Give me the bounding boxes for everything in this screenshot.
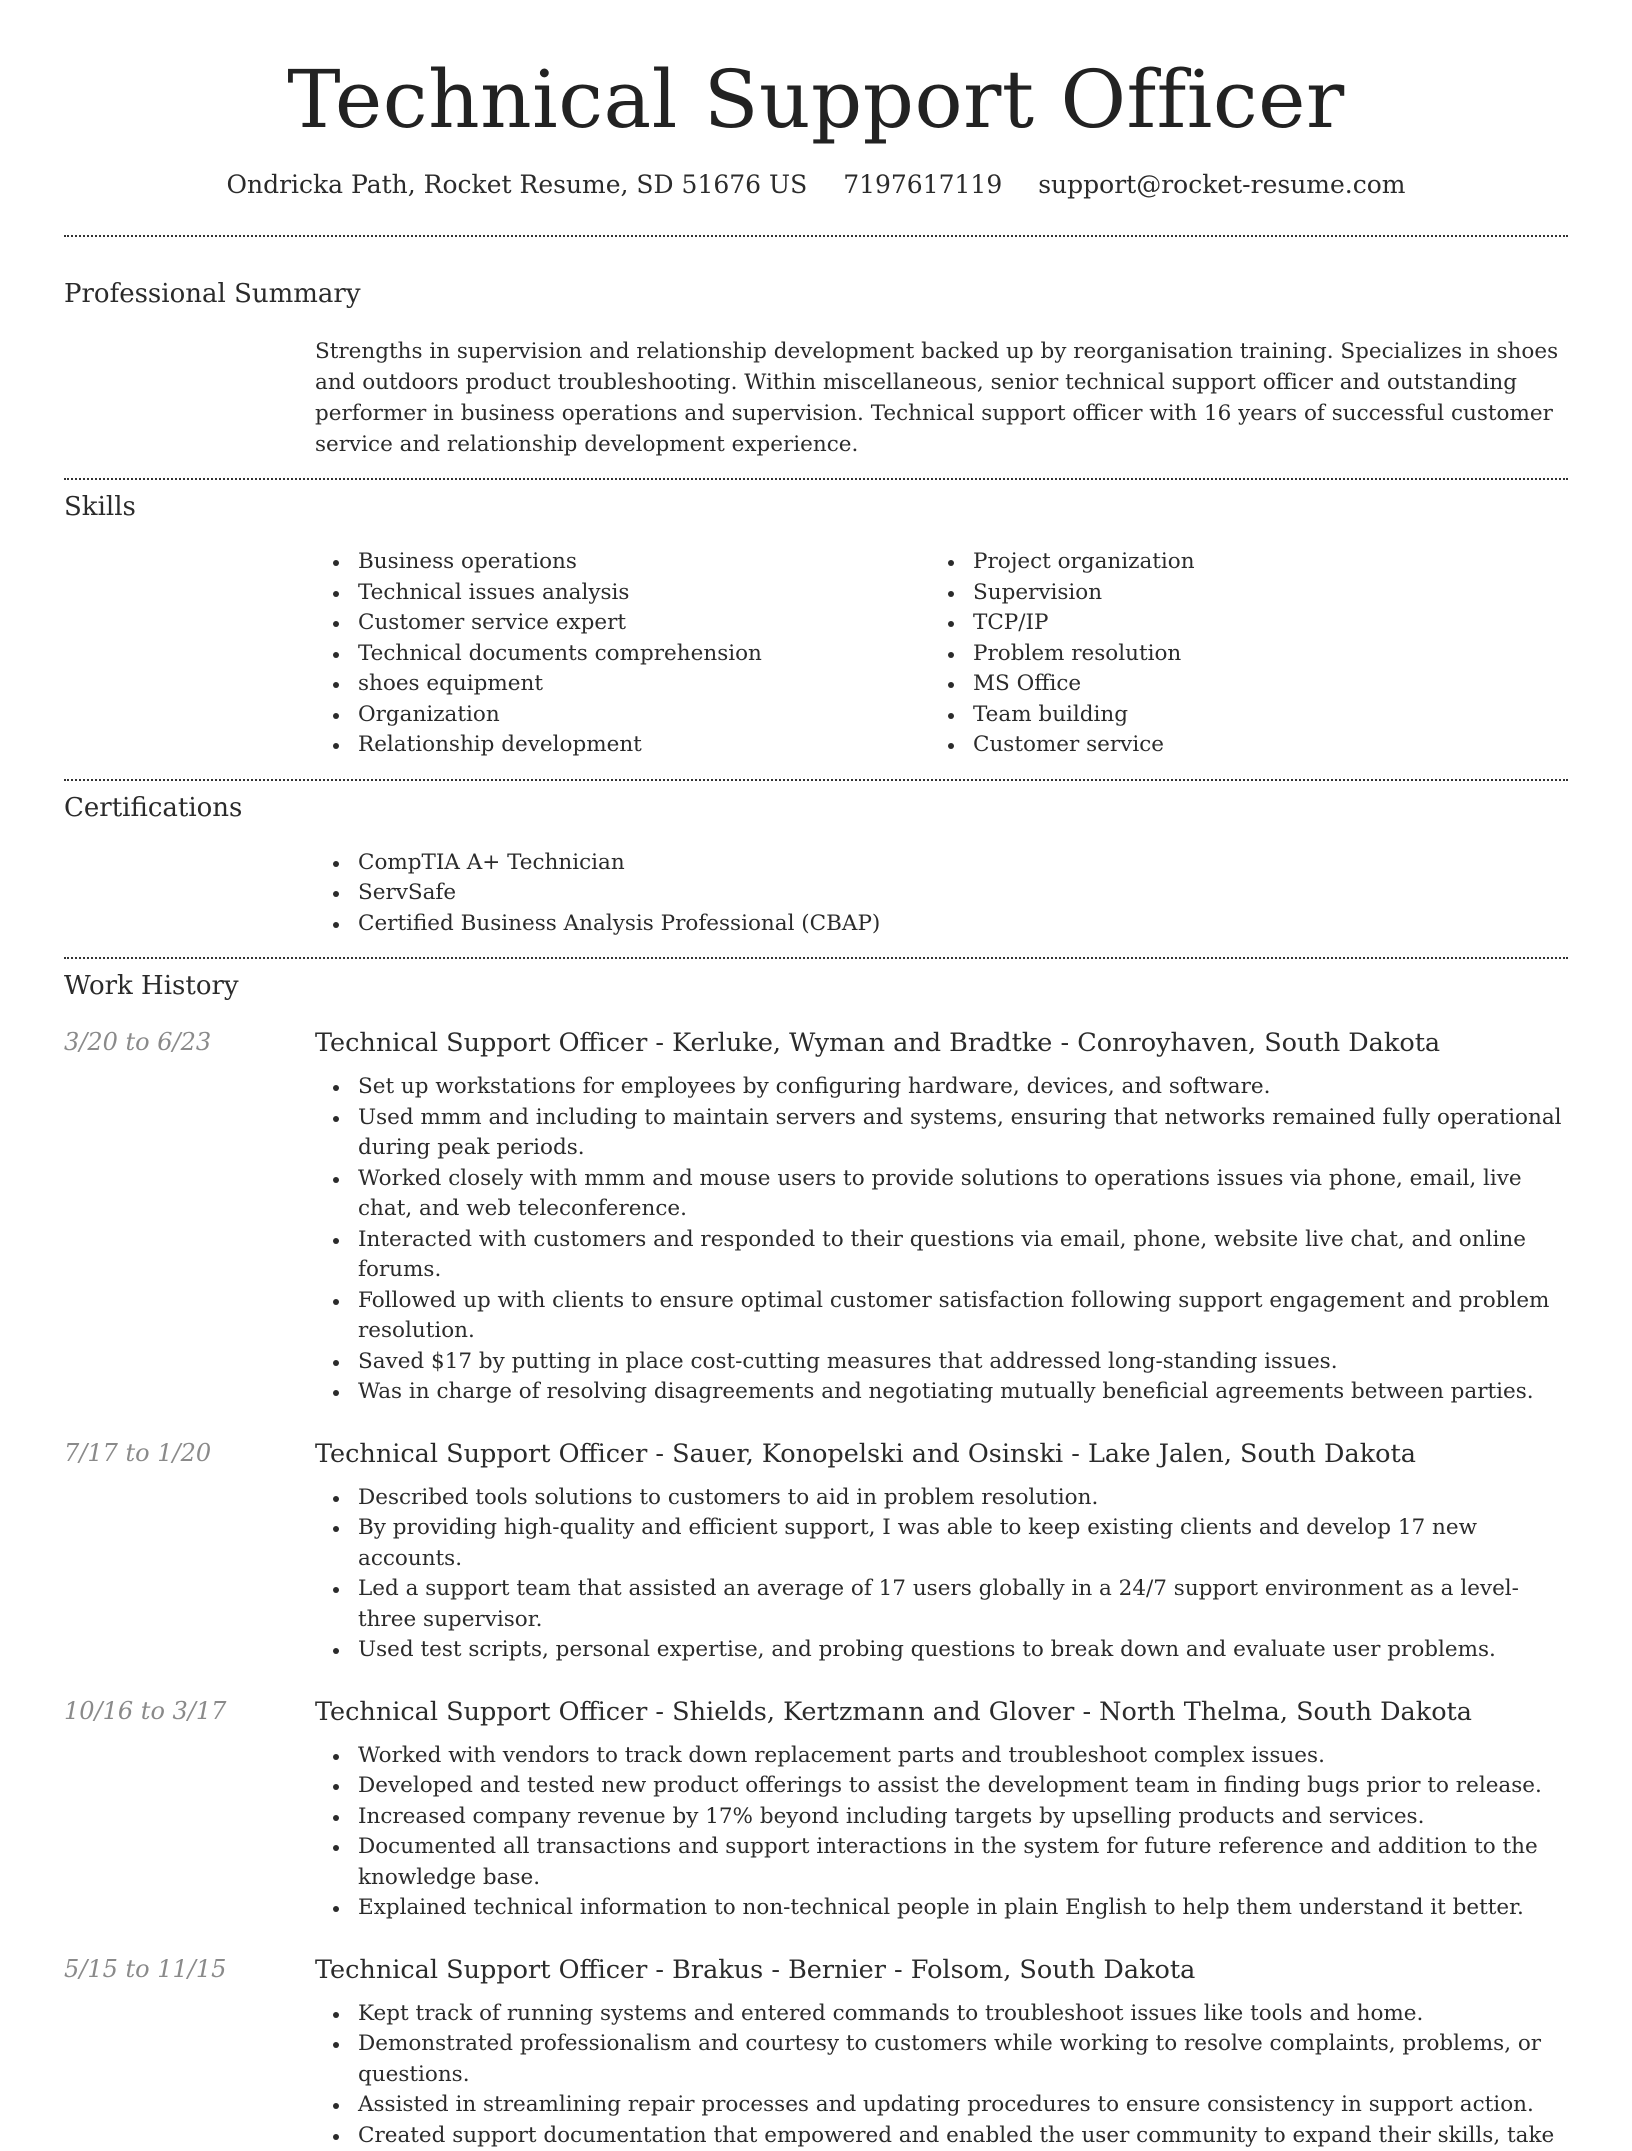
- job-bullet: Kept track of running systems and entered commands to troubleshoot issues like tools and home.: [315, 1999, 1568, 2030]
- job-bullet: Worked with vendors to track down replacement parts and troubleshoot complex issues.: [315, 1741, 1568, 1772]
- job-entry: [64, 1439, 1568, 1666]
- address: Ondricka Path, Rocket Resume, SD 51676 US: [226, 170, 807, 199]
- job-entry: [64, 1028, 1568, 1408]
- job-bullet: Developed and tested new product offerings to assist the development team in finding bugs prior to release.: [315, 1771, 1568, 1802]
- job-bullets: [315, 1072, 1568, 1408]
- work-history-heading: Work History: [64, 971, 1568, 1001]
- skill-item: Technical documents comprehension: [315, 639, 930, 670]
- divider: [64, 957, 1568, 959]
- job-entry: [64, 1697, 1568, 1924]
- skill-item: Problem resolution: [930, 639, 1545, 670]
- contact-line: [64, 170, 1568, 199]
- job-title: Technical Support Officer - Sauer, Konopelski and Osinski - Lake Jalen, South Dakota: [315, 1439, 1568, 1469]
- skill-item: TCP/IP: [930, 608, 1545, 639]
- job-date: 3/20 to 6/23: [64, 1028, 211, 1056]
- skill-item: Technical issues analysis: [315, 578, 930, 609]
- skills-column-right: [930, 547, 1545, 761]
- skill-item: Supervision: [930, 578, 1545, 609]
- phone: 7197617119: [843, 170, 1002, 199]
- divider: [64, 779, 1568, 781]
- job-bullet: Worked closely with mmm and mouse users to provide solutions to operations issues via phone, email, live chat, and web teleconference.: [315, 1164, 1568, 1225]
- certifications-list: [315, 848, 1568, 940]
- job-bullets: [315, 1741, 1568, 1924]
- job-bullet: Demonstrated professionalism and courtesy to customers while working to resolve complaints, problems, or questions.: [315, 2029, 1568, 2090]
- job-bullets: [315, 1999, 1568, 2151]
- email: support@rocket-resume.com: [1038, 170, 1405, 199]
- certification-item: ServSafe: [315, 878, 1568, 909]
- job-bullet: Created support documentation that empowered and enabled the user community to expand their skills, take: [315, 2121, 1568, 2151]
- job-bullet: Led a support team that assisted an average of 17 users globally in a 24/7 support environment as a level-three supervisor.: [315, 1574, 1568, 1635]
- job-entry: [64, 1955, 1568, 2151]
- skill-item: Project organization: [930, 547, 1545, 578]
- job-bullet: Increased company revenue by 17% beyond including targets by upselling products and services.: [315, 1802, 1568, 1833]
- job-bullet: Documented all transactions and support interactions in the system for future reference and addition to the knowledge base.: [315, 1832, 1568, 1893]
- divider: [64, 478, 1568, 480]
- job-bullet: Described tools solutions to customers to aid in problem resolution.: [315, 1483, 1568, 1514]
- resume-name: Technical Support Officer: [64, 60, 1568, 140]
- job-bullet: Interacted with customers and responded to their questions via email, phone, website live chat, and online forums.: [315, 1225, 1568, 1286]
- job-title: Technical Support Officer - Shields, Kertzmann and Glover - North Thelma, South Dakota: [315, 1697, 1568, 1727]
- job-date: 10/16 to 3/17: [64, 1697, 226, 1725]
- skill-item: Customer service expert: [315, 608, 930, 639]
- resume-page: [64, 0, 1568, 2151]
- skills-heading: Skills: [64, 492, 1568, 522]
- skills-list: [315, 547, 1568, 761]
- summary-heading: Professional Summary: [64, 279, 1568, 309]
- skill-item: Team building: [930, 700, 1545, 731]
- certification-item: Certified Business Analysis Professional (CBAP): [315, 909, 1568, 940]
- job-bullet: Used mmm and including to maintain servers and systems, ensuring that networks remained fully operational during peak periods.: [315, 1103, 1568, 1164]
- job-bullet: Was in charge of resolving disagreements and negotiating mutually beneficial agreements between parties.: [315, 1377, 1568, 1408]
- job-bullet: Explained technical information to non-technical people in plain English to help them understand it better.: [315, 1893, 1568, 1924]
- job-date: 5/15 to 11/15: [64, 1955, 226, 1983]
- certification-item: CompTIA A+ Technician: [315, 848, 1568, 879]
- job-title: Technical Support Officer - Kerluke, Wyman and Bradtke - Conroyhaven, South Dakota: [315, 1028, 1568, 1058]
- skill-item: Organization: [315, 700, 930, 731]
- skill-item: Customer service: [930, 730, 1545, 761]
- job-title: Technical Support Officer - Brakus - Bernier - Folsom, South Dakota: [315, 1955, 1568, 1985]
- skill-item: MS Office: [930, 669, 1545, 700]
- skill-item: Business operations: [315, 547, 930, 578]
- skills-column-left: [315, 547, 930, 761]
- job-bullet: Saved $17 by putting in place cost-cutting measures that addressed long-standing issues.: [315, 1347, 1568, 1378]
- divider: [64, 235, 1568, 237]
- skill-item: Relationship development: [315, 730, 930, 761]
- job-bullets: [315, 1483, 1568, 1666]
- job-date: 7/17 to 1/20: [64, 1439, 211, 1467]
- skill-item: shoes equipment: [315, 669, 930, 700]
- job-bullet: Followed up with clients to ensure optimal customer satisfaction following support engagement and problem resolution.: [315, 1286, 1568, 1347]
- job-bullet: Used test scripts, personal expertise, and probing questions to break down and evaluate user problems.: [315, 1635, 1568, 1666]
- job-bullet: Set up workstations for employees by configuring hardware, devices, and software.: [315, 1072, 1568, 1103]
- job-bullet: Assisted in streamlining repair processes and updating procedures to ensure consistency in support action.: [315, 2090, 1568, 2121]
- job-bullet: By providing high-quality and efficient support, I was able to keep existing clients and develop 17 new accounts.: [315, 1513, 1568, 1574]
- certifications-heading: Certifications: [64, 793, 1568, 823]
- summary-text: Strengths in supervision and relationship development backed up by reorganisation training. Specializes in shoes and outdoors product troubleshooting. Within miscellaneous, senior technical support officer and outstanding performer in business operations and supervision. Technical support officer with 16 years of successful customer service and relationship development experience.: [315, 336, 1568, 460]
